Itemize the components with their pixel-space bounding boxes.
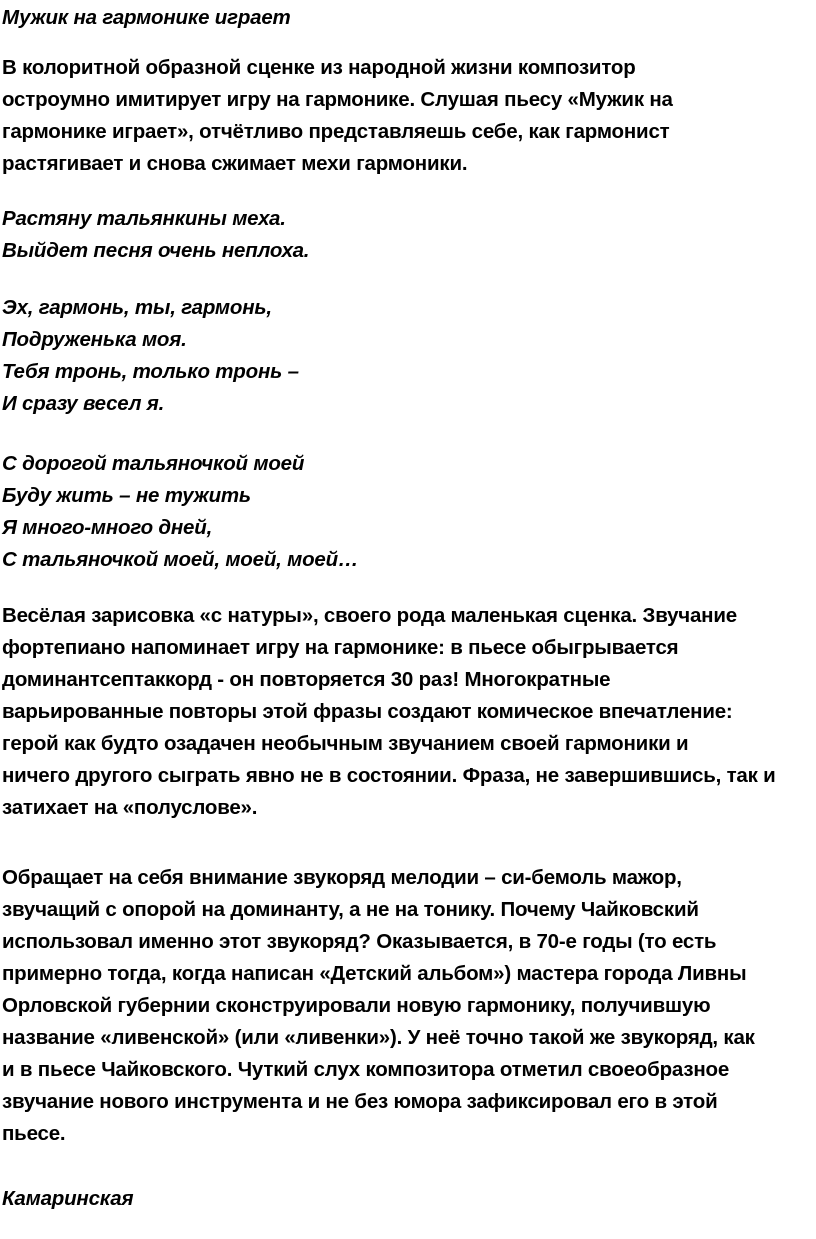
poem-line: Эх, гармонь, ты, гармонь, [2, 296, 272, 319]
paragraph-line: Весёлая зарисовка «с натуры», своего рода маленькая сценка. Звучание [2, 604, 737, 627]
paragraph-line: название «ливенской» (или «ливенки»). У неё точно такой же звукоряд, как [2, 1026, 755, 1049]
paragraph-line: звучание нового инструмента и не без юмора зафиксировал его в этой [2, 1090, 718, 1113]
description-paragraph [2, 600, 776, 824]
poem-line: Растяну тальянкины меха. [2, 207, 286, 230]
paragraph-line: примерно тогда, когда написан «Детский альбом») мастера города Ливны [2, 962, 747, 985]
poem-line: И сразу весел я. [2, 392, 165, 415]
next-section-title: Камаринская [2, 1187, 134, 1210]
scale-paragraph [2, 862, 755, 1150]
paragraph-line: использовал именно этот звукоряд? Оказывается, в 70-е годы (то есть [2, 930, 717, 953]
paragraph-line: Обращает на себя внимание звукоряд мелодии – си-бемоль мажор, [2, 866, 682, 889]
poem-line: Буду жить – не тужить [2, 484, 251, 507]
intro-paragraph [2, 52, 673, 180]
paragraph-line: Орловской губернии сконструировали новую гармонику, получившую [2, 994, 711, 1017]
poem-stanza-2 [2, 292, 299, 420]
poem-line: Выйдет песня очень неплоха. [2, 239, 310, 262]
poem-line: Тебя тронь, только тронь – [2, 360, 299, 383]
paragraph-line: герой как будто озадачен необычным звучанием своей гармоники и [2, 732, 689, 755]
poem-line: Я много-много дней, [2, 516, 213, 539]
poem-line: С тальяночкой моей, моей, моей… [2, 548, 359, 571]
poem-stanza-1 [2, 203, 309, 267]
paragraph-line: и в пьесе Чайковского. Чуткий слух композитора отметил своеобразное [2, 1058, 730, 1081]
poem-stanza-3 [2, 448, 358, 576]
intro-line: растягивает и снова сжимает мехи гармоники. [2, 152, 468, 175]
intro-line: В колоритной образной сценке из народной жизни композитор [2, 56, 636, 79]
page-title: Мужик на гармонике играет [2, 6, 291, 29]
poem-line: Подруженька моя. [2, 328, 187, 351]
paragraph-line: ничего другого сыграть явно не в состоянии. Фраза, не завершившись, так и [2, 764, 776, 787]
paragraph-line: варьированные повторы этой фразы создают комическое впечатление: [2, 700, 733, 723]
intro-line: гармонике играет», отчётливо представляешь себе, как гармонист [2, 120, 670, 143]
intro-line: остроумно имитирует игру на гармонике. Слушая пьесу «Мужик на [2, 88, 673, 111]
poem-line: С дорогой тальяночкой моей [2, 452, 305, 475]
paragraph-line: пьесе. [2, 1122, 66, 1145]
paragraph-line: затихает на «полуслове». [2, 796, 258, 819]
paragraph-line: звучащий с опорой на доминанту, а не на тонику. Почему Чайковский [2, 898, 699, 921]
paragraph-line: доминантсептаккорд - он повторяется 30 раз! Многократные [2, 668, 611, 691]
paragraph-line: фортепиано напоминает игру на гармонике: в пьесе обыгрывается [2, 636, 679, 659]
